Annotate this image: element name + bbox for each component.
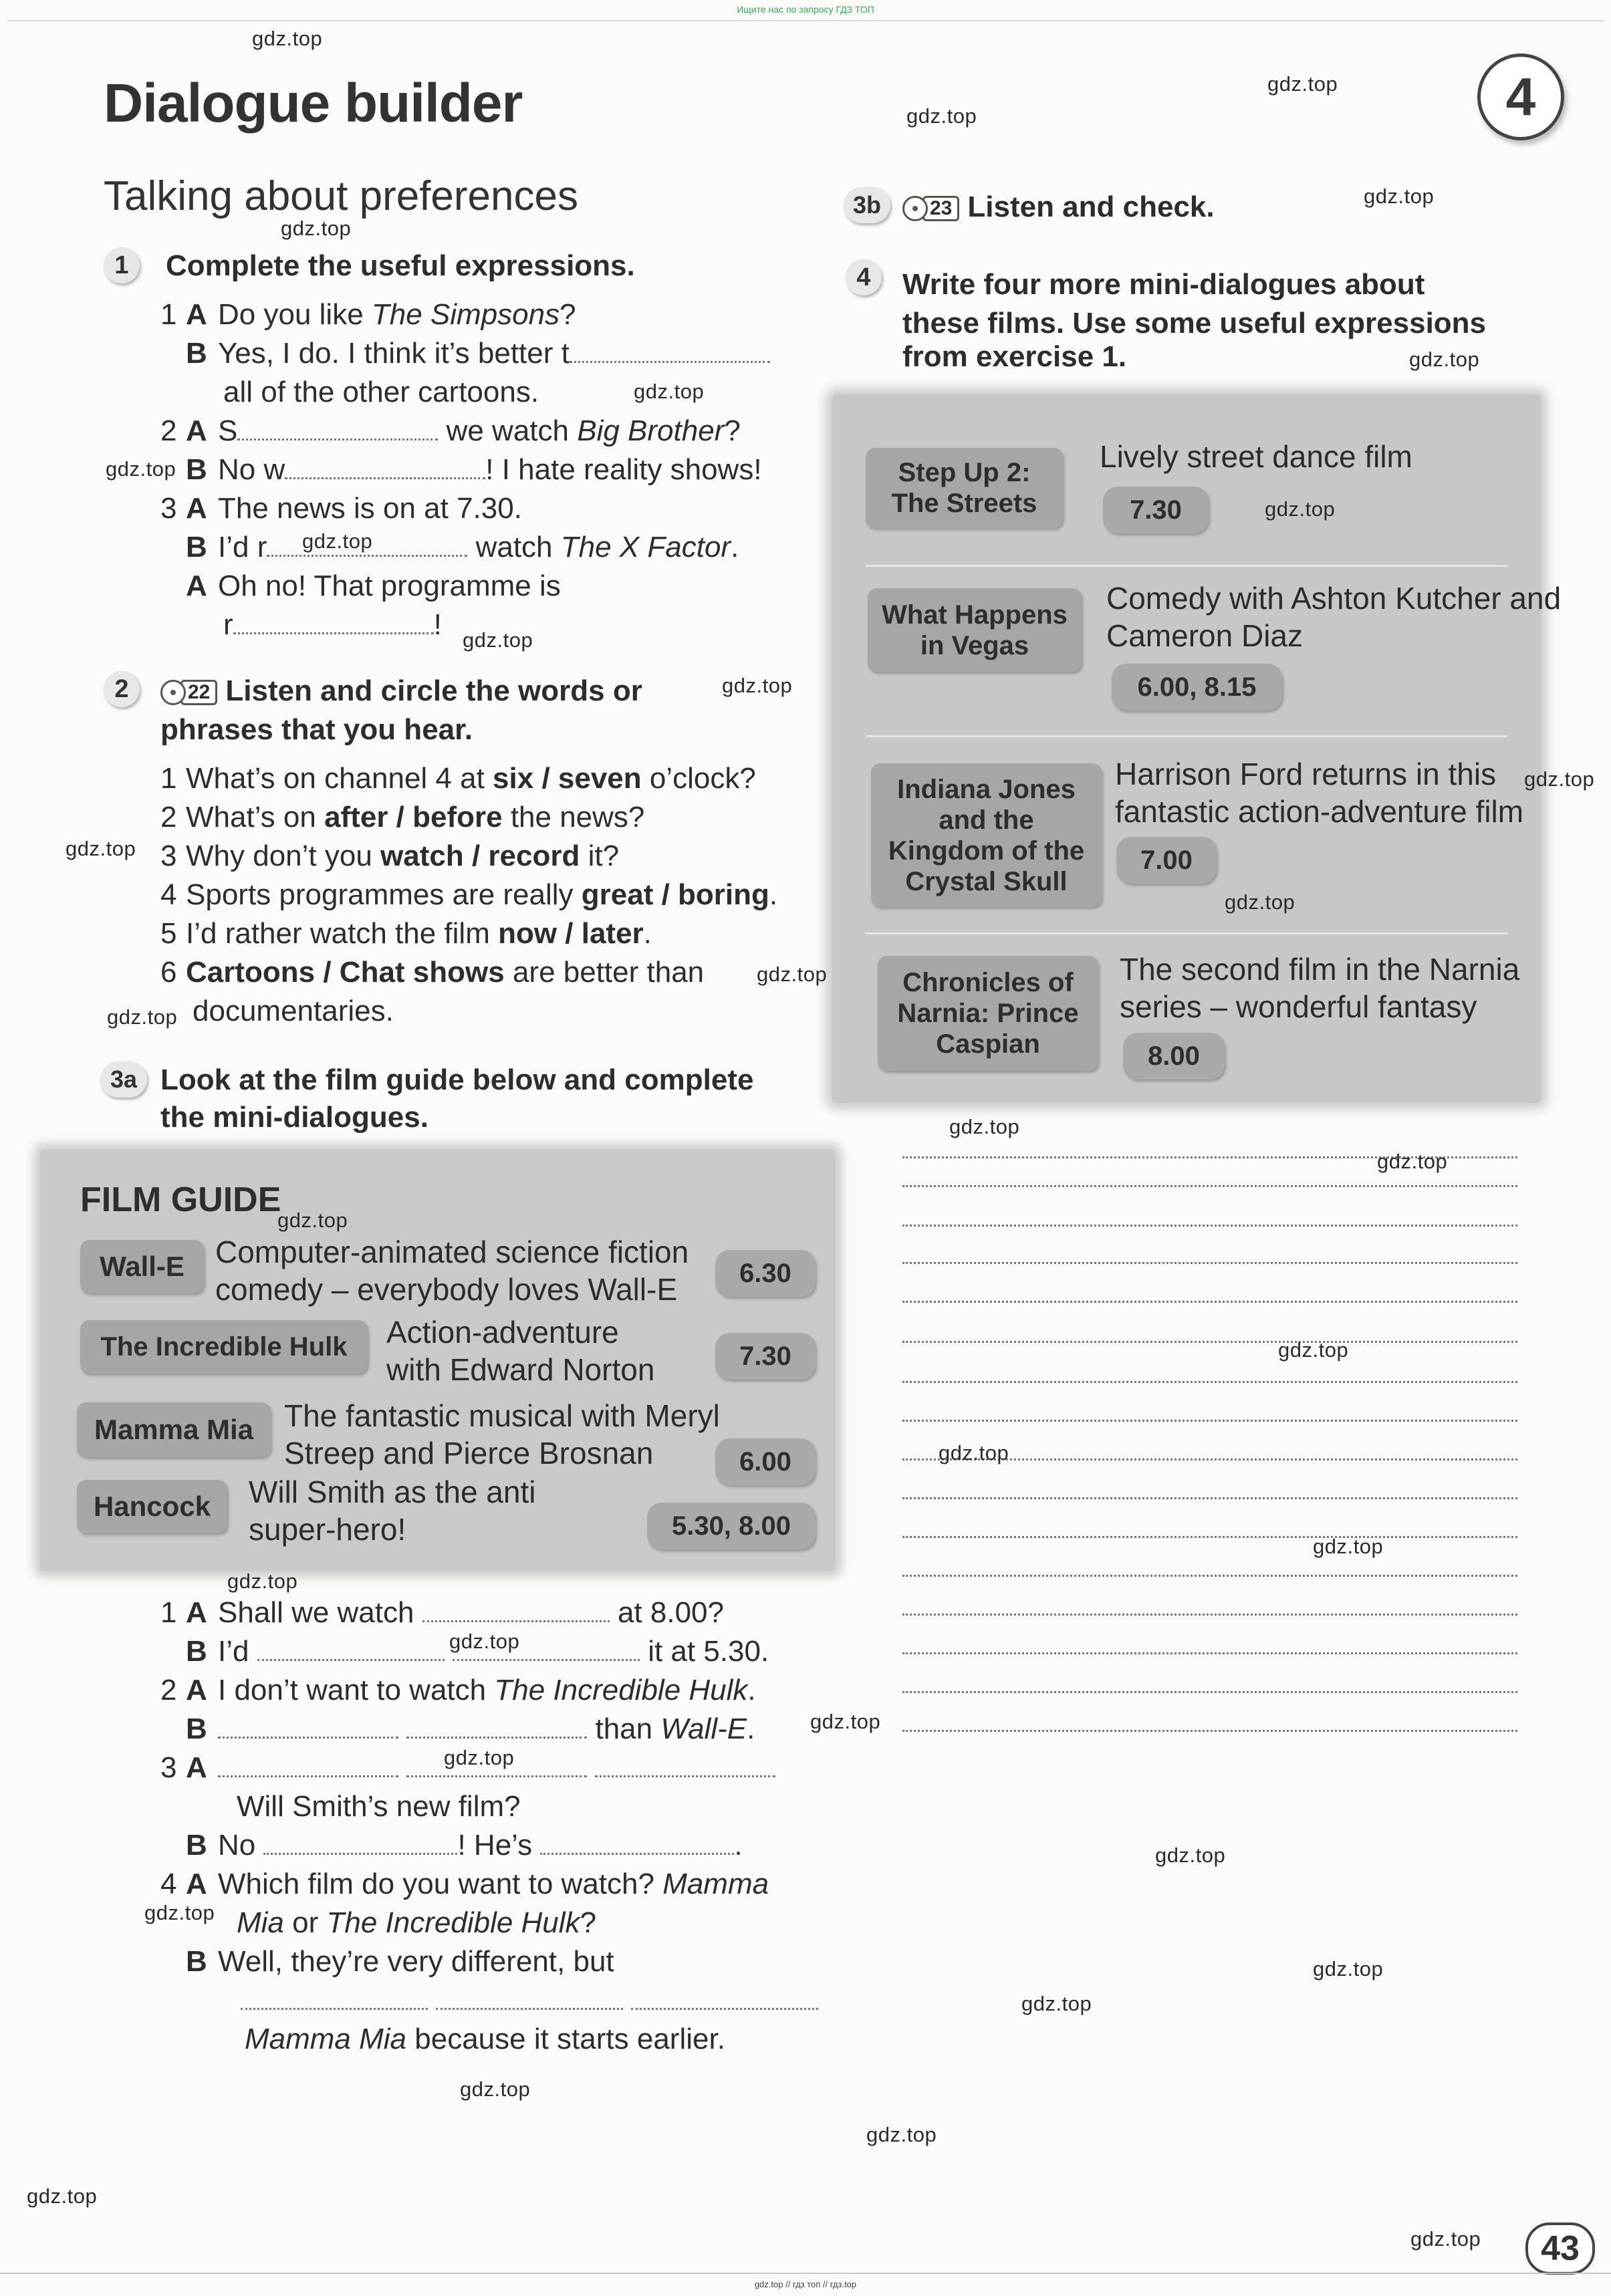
watermark: gdz.top: [281, 217, 352, 240]
watermark: gdz.top: [463, 628, 533, 652]
dialogue-4b-blanks: [241, 1981, 818, 2020]
watermark: gdz.top: [1267, 72, 1338, 96]
watermark: gdz.top: [757, 963, 828, 986]
film-time-hancock: 5.30, 8.00: [647, 1503, 816, 1549]
ex2-item-5[interactable]: 5 I’d rather watch the film now / later.: [160, 917, 652, 950]
watermark: gdz.top: [449, 1630, 520, 1653]
unit-badge: 4: [1477, 53, 1564, 140]
watermark: gdz.top: [66, 837, 136, 860]
watermark: gdz.top: [1313, 1957, 1384, 1981]
film-name-mamma-mia: Mamma Mia: [77, 1402, 271, 1457]
blank[interactable]: [540, 1846, 734, 1855]
film-name-indiana-jones: Indiana Jones and the Kingdom of the Crystal Skull: [871, 763, 1102, 907]
ex1-line-2b: B No w ! I hate reality shows!: [186, 453, 762, 486]
ex3a-instruction-2: the mini-dialogues.: [160, 1101, 428, 1134]
watermark: gdz.top: [1409, 348, 1480, 371]
dialogue-1a: 1 A Shall we watch at 8.00?: [160, 1596, 724, 1629]
film-name-vegas: What Happens in Vegas: [868, 588, 1082, 672]
watermark: gdz.top: [939, 1441, 1009, 1464]
dialogue-4a: 4 A Which film do you want to watch? Mamma: [160, 1868, 769, 1900]
film-desc-mamma-mia: The fantastic musical with Meryl Streep and Pierce Brosnan: [284, 1398, 720, 1471]
dialogue-1b: B I’d it at 5.30.: [186, 1635, 769, 1668]
dialogue-4b-cont: Mamma Mia because it starts earlier.: [245, 2023, 725, 2055]
watermark: gdz.top: [1377, 1150, 1448, 1173]
blank[interactable]: [422, 1614, 610, 1622]
watermark: gdz.top: [444, 1746, 515, 1769]
ex1-line-3a: 3 A The news is on at 7.30.: [160, 492, 522, 525]
watermark: gdz.top: [949, 1115, 1020, 1138]
film-guide-heading: FILM GUIDE: [80, 1180, 281, 1219]
blank[interactable]: [436, 2001, 623, 2010]
writing-line[interactable]: [902, 1185, 1517, 1187]
top-rule: [7, 20, 1604, 21]
dialogue-2b: B than Wall-E.: [186, 1712, 755, 1745]
writing-line[interactable]: [902, 1497, 1517, 1499]
film-desc-hancock: Will Smith as the anti super-hero!: [249, 1475, 536, 1547]
ex1-line-1b-cont: all of the other cartoons.: [223, 376, 539, 408]
dialogue-2a: 2 A I don’t want to watch The Incredible Hulk.: [160, 1674, 756, 1706]
ex2-item-3[interactable]: 3 Why don’t you watch / record it?: [160, 840, 620, 872]
page-number: 43: [1525, 2222, 1595, 2275]
ex4-instruction: Write four more mini-dialogues about: [902, 268, 1425, 301]
watermark: gdz.top: [906, 104, 977, 128]
divider: [866, 932, 1507, 934]
watermark: gdz.top: [1278, 1338, 1349, 1362]
ex3a-instruction: Look at the film guide below and complete: [160, 1063, 754, 1096]
dialogue-4b: B Well, they’re very different, but: [186, 1945, 614, 1978]
film-time-hulk: 7.30: [715, 1333, 816, 1380]
blank[interactable]: [237, 432, 438, 440]
dialogue-3a: 3 A: [160, 1749, 775, 1787]
ex1-instruction: Complete the useful expressions.: [166, 249, 635, 282]
film-desc-hulk: Action-adventure with Edward Norton: [386, 1315, 655, 1387]
ex2-item-2[interactable]: 2 What’s on after / before the news?: [160, 801, 645, 834]
film-desc-step-up: Lively street dance film: [1100, 439, 1412, 474]
film-desc-narnia: The second film in the Narnia series – wonderful fantasy: [1120, 952, 1520, 1024]
film-name-wall-e: Wall-E: [80, 1240, 204, 1293]
dialogue-3a-cont: Will Smith’s new film?: [237, 1790, 521, 1823]
blank[interactable]: [595, 1769, 775, 1777]
audio-track-icon: 23: [902, 195, 959, 222]
film-time-narnia: 8.00: [1123, 1033, 1225, 1079]
writing-line[interactable]: [902, 1652, 1517, 1654]
ex1-line-3c: A Oh no! That programme is: [186, 569, 561, 602]
ex1-line-1b: B Yes, I do. I think it’s better t: [160, 334, 770, 373]
bottom-note: gdz.top // гдз топ // гдз.top: [754, 2279, 857, 2289]
ex2-item-6[interactable]: 6 Cartoons / Chat shows are better than: [160, 956, 705, 989]
blank[interactable]: [263, 1846, 457, 1855]
film-desc-indiana-jones: Harrison Ford returns in this fantastic action-adventure film: [1115, 757, 1524, 829]
watermark: gdz.top: [460, 2077, 531, 2101]
ex4-number: 4: [846, 259, 882, 295]
dialogue-3b: B No ! He’s .: [186, 1829, 743, 1862]
watermark: gdz.top: [634, 380, 705, 403]
blank[interactable]: [241, 2001, 428, 2010]
film-time-mamma-mia: 6.00: [715, 1438, 816, 1485]
film-name-hancock: Hancock: [77, 1480, 227, 1533]
blank[interactable]: [257, 1652, 445, 1661]
ex4-instruction-2: these films. Use some useful expressions: [902, 307, 1487, 340]
blank[interactable]: [218, 1730, 398, 1739]
film-time-step-up: 7.30: [1103, 487, 1209, 533]
writing-line[interactable]: [902, 1341, 1517, 1343]
watermark: gdz.top: [1155, 1843, 1226, 1867]
watermark: gdz.top: [1225, 890, 1295, 914]
watermark: gdz.top: [144, 1901, 215, 1924]
writing-line[interactable]: [902, 1536, 1517, 1538]
writing-line[interactable]: [902, 1691, 1517, 1693]
film-name-hulk: The Incredible Hulk: [80, 1320, 368, 1374]
ex2-number: 2: [104, 671, 140, 707]
bottom-rule: [0, 2273, 1611, 2274]
film-time-vegas: 6.00, 8.15: [1112, 664, 1282, 711]
watermark: gdz.top: [1524, 767, 1595, 791]
ex1-line-3b: B I’d r watch The X Factor.: [186, 531, 739, 563]
writing-line[interactable]: [902, 1730, 1517, 1732]
film-time-indiana-jones: 7.00: [1116, 837, 1217, 884]
ex1-number: 1: [104, 247, 140, 283]
ex2-instruction: 22 Listen and circle the words or: [160, 672, 642, 710]
top-note: Ищите нас по запросу ГДЗ ТОП: [737, 4, 874, 15]
writing-line[interactable]: [902, 1575, 1517, 1577]
ex1-line-1a: 1 A Do you like The Simpsons?: [160, 298, 576, 331]
blank[interactable]: [285, 471, 485, 479]
writing-line[interactable]: [902, 1301, 1517, 1303]
page-title: Dialogue builder: [104, 73, 523, 134]
watermark: gdz.top: [1021, 1992, 1092, 2015]
ex2-item-1[interactable]: 1 What’s on channel 4 at six / seven o’clock?: [160, 762, 756, 795]
watermark: gdz.top: [302, 529, 373, 553]
writing-line[interactable]: [902, 1381, 1517, 1383]
ex3b-number: 3b: [844, 187, 890, 223]
watermark: gdz.top: [227, 1569, 298, 1593]
watermark: gdz.top: [810, 1710, 881, 1733]
watermark: gdz.top: [722, 674, 793, 697]
ex2-item-6-cont: documentaries.: [193, 995, 394, 1027]
watermark: gdz.top: [252, 27, 323, 50]
film-desc-wall-e: Computer-animated science fiction comedy – everybody loves Wall-E: [215, 1235, 689, 1307]
watermark: gdz.top: [107, 1005, 178, 1029]
ex1-line-3c-cont: r !: [223, 608, 442, 641]
writing-line[interactable]: [902, 1262, 1517, 1264]
writing-line[interactable]: [902, 1420, 1517, 1422]
divider: [866, 565, 1507, 567]
blank[interactable]: [631, 2001, 818, 2010]
blank[interactable]: [406, 1730, 587, 1739]
dialogue-4a-cont: Mia or The Incredible Hulk?: [237, 1906, 597, 1939]
ex1-line-2a: 2 A S we watch Big Brother?: [160, 414, 741, 447]
watermark: gdz.top: [106, 457, 176, 481]
ex3a-number: 3a: [100, 1061, 147, 1098]
page-subtitle: Talking about preferences: [104, 173, 579, 219]
watermark: gdz.top: [1410, 2227, 1481, 2251]
audio-track-icon: 22: [160, 679, 217, 706]
film-time-wall-e: 6.30: [715, 1250, 816, 1297]
ex2-item-4[interactable]: 4 Sports programmes are really great / boring.: [160, 878, 778, 911]
watermark: gdz.top: [866, 2123, 937, 2146]
writing-line[interactable]: [902, 1614, 1517, 1616]
blank[interactable]: [233, 626, 434, 634]
watermark: gdz.top: [1265, 497, 1336, 521]
divider: [866, 735, 1507, 737]
watermark: gdz.top: [277, 1208, 348, 1232]
watermark: gdz.top: [27, 2184, 98, 2208]
writing-line[interactable]: [902, 1225, 1517, 1227]
film-name-step-up: Step Up 2: The Streets: [866, 448, 1063, 528]
watermark: gdz.top: [1364, 184, 1435, 208]
film-desc-vegas: Comedy with Ashton Kutcher and Cameron Diaz: [1106, 581, 1562, 653]
watermark: gdz.top: [1313, 1535, 1384, 1558]
ex2-instruction-2: phrases that you hear.: [160, 713, 473, 746]
ex3b-instruction: 23 Listen and check.: [902, 188, 1215, 226]
blank[interactable]: [218, 1769, 398, 1777]
film-name-narnia: Chronicles of Narnia: Prince Caspian: [878, 956, 1098, 1071]
blank[interactable]: [570, 354, 770, 363]
ex4-instruction-3: from exercise 1.: [902, 340, 1127, 373]
